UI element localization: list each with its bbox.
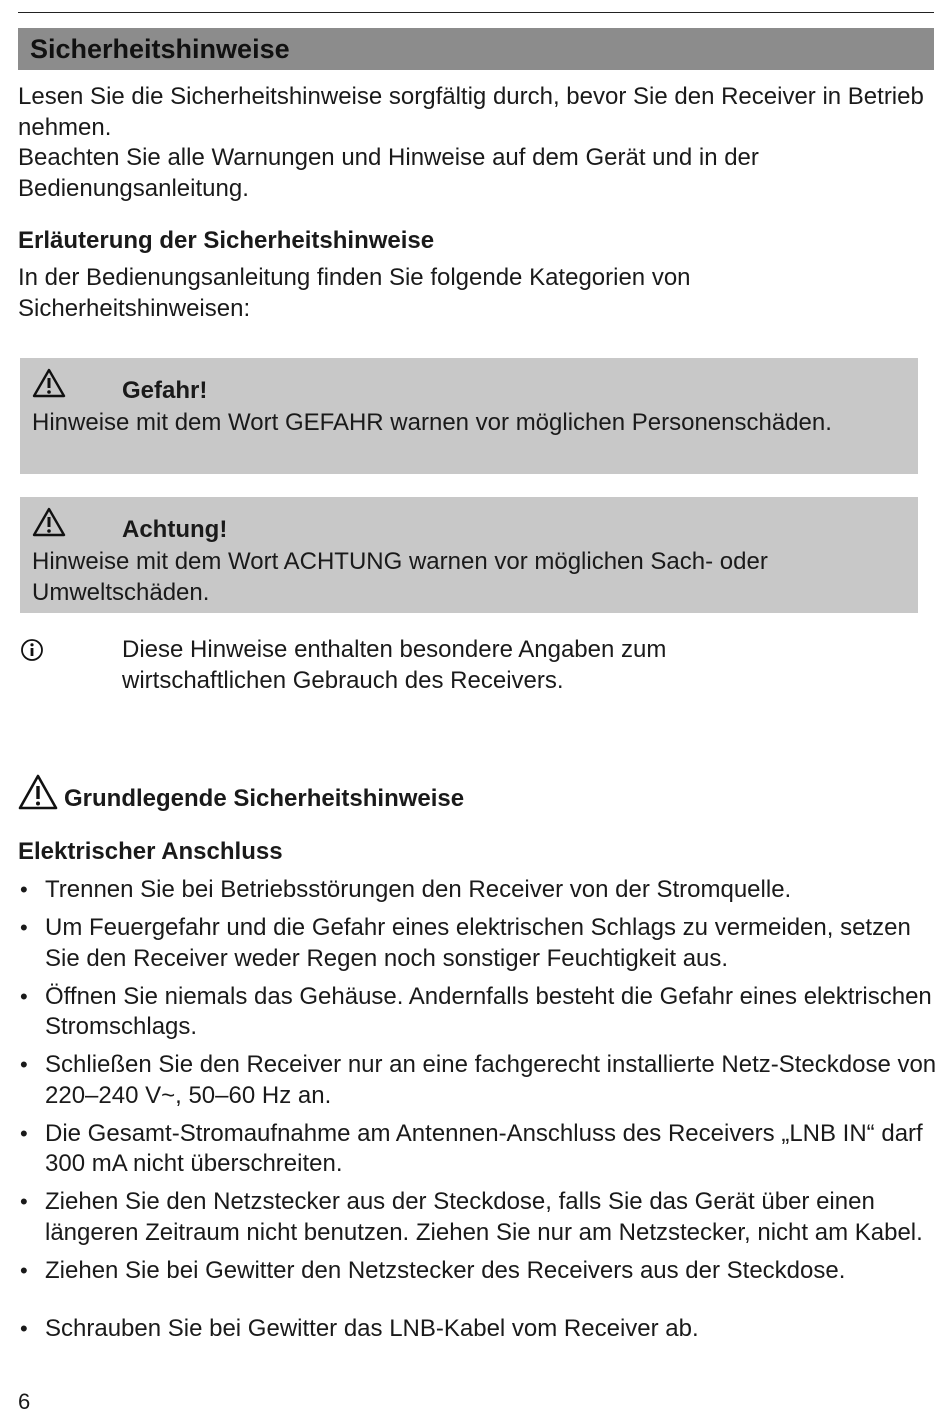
intro-paragraph-1: Lesen Sie die Sicherheitshinweise sorgfältig durch, bevor Sie den Receiver in Betrieb nehmen. (18, 83, 924, 141)
caution-box (20, 497, 918, 613)
section-title: Sicherheitshinweise (18, 28, 934, 70)
list-item: • Schrauben Sie bei Gewitter das LNB-Kabel vom Receiver ab. (18, 1314, 938, 1345)
list-item: • Trennen Sie bei Betriebsstörungen den Receiver von der Stromquelle. (18, 875, 938, 906)
warning-triangle-icon (32, 368, 66, 398)
danger-text: Hinweise mit dem Wort GEFAHR warnen vor möglichen Personenschäden. (32, 409, 832, 436)
electrical-heading: Elektrischer Anschluss (18, 838, 283, 865)
basic-safety-title: Grundlegende Sicherheitshinweise (64, 785, 465, 812)
list-item: • Öffnen Sie niemals das Gehäuse. Andernfalls besteht die Gefahr eines elektrischen Stromschlags. (18, 982, 938, 1043)
explanation-heading: Erläuterung der Sicherheitshinweise (18, 227, 435, 254)
page-number: 6 (18, 1389, 31, 1414)
info-icon (20, 638, 44, 662)
list-item: • Um Feuergefahr und die Gefahr eines elektrischen Schlags zu vermeiden, setzen Sie den Receiver weder Regen noch sonstiger Feuchtigkeit aus. (18, 913, 938, 974)
list-item: • Ziehen Sie den Netzstecker aus der Steckdose, falls Sie das Gerät über einen längeren Zeitraum nicht benutzen. Ziehen Sie nur am Netzstecker, nicht am Kabel. (18, 1187, 938, 1248)
danger-title: Gefahr! (122, 377, 208, 404)
caution-text: Hinweise mit dem Wort ACHTUNG warnen vor möglichen Sach- oder Umweltschäden. (32, 548, 768, 606)
warning-triangle-icon (32, 507, 66, 537)
intro-paragraph-2: Beachten Sie alle Warnungen und Hinweise auf dem Gerät und in der Bedienungsanleitung. (18, 144, 759, 202)
list-item: • Ziehen Sie bei Gewitter den Netzstecker des Receivers aus der Steckdose. (18, 1256, 938, 1287)
explanation-text: In der Bedienungsanleitung finden Sie folgende Kategorien von Sicherheitshinweisen: (18, 264, 691, 322)
warning-triangle-icon (18, 774, 58, 810)
caution-title: Achtung! (122, 516, 228, 543)
electrical-list (18, 875, 938, 1352)
list-item: • Schließen Sie den Receiver nur an eine fachgerecht installierte Netz-Steckdose von 220–240 V~, 50–60 Hz an. (18, 1050, 938, 1111)
danger-box (20, 358, 918, 474)
top-rule (18, 12, 934, 13)
list-item: • Die Gesamt-Stromaufnahme am Antennen-Anschluss des Receivers „LNB IN“ darf 300 mA nicht überschreiten. (18, 1119, 938, 1180)
info-text: Diese Hinweise enthalten besondere Angaben zum wirtschaftlichen Gebrauch des Receivers. (122, 636, 667, 694)
